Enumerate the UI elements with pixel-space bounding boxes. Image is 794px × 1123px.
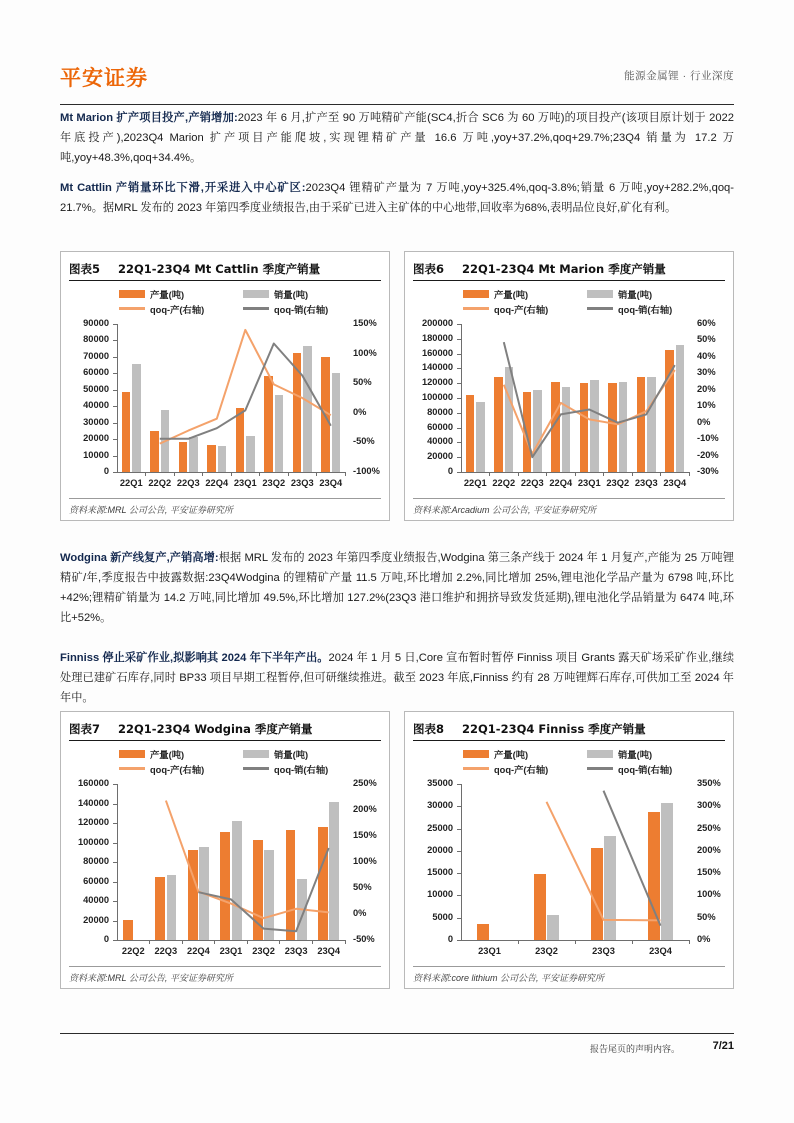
footer-divider bbox=[60, 1033, 734, 1034]
y-axis-tick-label: 40000 bbox=[427, 436, 453, 447]
x-axis-tick-label: 23Q4 bbox=[319, 478, 343, 488]
chart-legend bbox=[405, 286, 733, 316]
legend-label: 产量(吨) bbox=[150, 749, 185, 760]
exhibit-5-source: 资料来源:MRL 公司公告, 平安证券研究所 bbox=[69, 498, 381, 520]
secondary-y-axis-tick-label: -50% bbox=[353, 436, 375, 447]
secondary-y-axis-tick-label: 100% bbox=[697, 889, 721, 900]
exhibit-5-title-bar bbox=[69, 257, 381, 281]
legend-item bbox=[243, 746, 361, 761]
legend-label: 产量(吨) bbox=[494, 289, 529, 300]
legend-swatch-sales-bar bbox=[587, 750, 613, 758]
secondary-y-axis-tick-label: 150% bbox=[353, 830, 377, 840]
paragraph-body-4: 2024 年 1 月 5 日,Core 宣布暂时暂停 Finniss 项目 Grants 露天矿场采矿作业,继续处理已建矿石库存,同时 BP33 项目早期工程暂停,但可研继续推进。截至 2023 年底,Finniss 约有 28 万吨锂辉石库存,可供加工至 2024 年年中。 bbox=[60, 652, 735, 704]
x-axis-tick-label: 22Q4 bbox=[205, 478, 229, 488]
legend-item bbox=[243, 286, 361, 301]
y-axis-tick-label: 160000 bbox=[421, 347, 453, 358]
legend-item bbox=[463, 746, 581, 761]
y-axis-tick-label: 0 bbox=[447, 934, 453, 944]
chart-plot-area bbox=[61, 316, 389, 496]
line-qoq-production bbox=[547, 802, 661, 921]
exhibit-5 bbox=[60, 251, 390, 521]
x-axis-tick-label: 22Q2 bbox=[148, 478, 172, 488]
y-axis-tick-label: 60000 bbox=[83, 367, 109, 378]
x-axis-tick-label: 22Q2 bbox=[121, 946, 145, 956]
chart-8-canvas bbox=[405, 742, 733, 964]
x-axis-tick-label: 23Q4 bbox=[317, 946, 341, 956]
secondary-y-axis-tick-label: 150% bbox=[353, 318, 377, 328]
y-axis-tick-label: 20000 bbox=[427, 844, 453, 855]
x-axis-tick-label: 22Q4 bbox=[187, 946, 210, 956]
x-axis-tick-label: 23Q2 bbox=[262, 478, 286, 488]
legend-item bbox=[463, 761, 581, 776]
line-qoq-sales bbox=[604, 791, 661, 926]
legend-item bbox=[463, 286, 581, 301]
y-axis-tick-label: 140000 bbox=[77, 797, 109, 808]
secondary-y-axis-tick-label: 0% bbox=[697, 934, 711, 944]
chart-line-overlay bbox=[405, 776, 733, 964]
y-axis-tick-label: 0 bbox=[103, 466, 109, 476]
paragraph-lead-1: Mt Marion 扩产项目投产,产销增加: bbox=[60, 112, 238, 124]
legend-label: qoq-销(右轴) bbox=[274, 764, 329, 775]
legend-swatch-sales-line bbox=[587, 767, 613, 770]
x-axis-tick-label: 22Q3 bbox=[520, 478, 544, 488]
exhibit-8-title: 22Q1-23Q4 Finniss 季度产销量 bbox=[462, 721, 646, 736]
legend-item bbox=[243, 761, 361, 776]
secondary-y-axis-tick-label: 50% bbox=[697, 334, 716, 345]
exhibit-7-title-bar bbox=[69, 717, 381, 741]
y-axis-tick-label: 10000 bbox=[83, 449, 109, 460]
chart-plot-area bbox=[405, 316, 733, 496]
legend-label: 销量(吨) bbox=[274, 749, 309, 760]
y-axis-tick-label: 160000 bbox=[77, 778, 109, 788]
x-axis-tick-label: 22Q3 bbox=[176, 478, 200, 488]
secondary-y-axis-tick-label: 20% bbox=[697, 383, 716, 394]
legend-label: 销量(吨) bbox=[274, 289, 309, 300]
secondary-y-axis-tick-label: 50% bbox=[353, 377, 372, 388]
x-axis-tick-label: 23Q2 bbox=[535, 946, 558, 956]
paragraph-lead-3: Wodgina 新产线复产,产销高增: bbox=[60, 552, 219, 564]
paragraph-finniss bbox=[60, 648, 734, 708]
legend-label: qoq-产(右轴) bbox=[150, 304, 205, 315]
y-axis-tick-label: 10000 bbox=[427, 889, 453, 900]
legend-label: qoq-销(右轴) bbox=[618, 304, 673, 315]
chart-5-canvas bbox=[61, 282, 389, 496]
secondary-y-axis-tick-label: 200% bbox=[353, 804, 377, 814]
exhibit-7-source: 资料来源:MRL 公司公告, 平安证券研究所 bbox=[69, 966, 381, 988]
legend-label: 销量(吨) bbox=[618, 749, 653, 760]
y-axis-tick-label: 100000 bbox=[421, 392, 453, 402]
x-axis-tick-label: 22Q1 bbox=[463, 478, 487, 488]
paragraph-mt-cattlin bbox=[60, 178, 734, 218]
x-axis-tick-label: 23Q1 bbox=[233, 478, 257, 488]
header-category-label: 能源金属锂 · 行业深度 bbox=[624, 70, 734, 82]
exhibit-8-number: 图表8 bbox=[413, 721, 445, 736]
y-axis-tick-label: 25000 bbox=[427, 822, 453, 833]
legend-swatch-sales-line bbox=[587, 307, 613, 310]
secondary-y-axis-tick-label: 30% bbox=[697, 367, 716, 378]
legend-swatch-sales-bar bbox=[587, 290, 613, 298]
legend-item bbox=[119, 301, 237, 316]
legend-swatch-sales-line bbox=[243, 307, 269, 310]
chart-legend bbox=[61, 746, 389, 776]
legend-item bbox=[119, 286, 237, 301]
x-axis-tick-label: 23Q3 bbox=[284, 946, 308, 956]
legend-item bbox=[119, 746, 237, 761]
y-axis-tick-label: 35000 bbox=[427, 778, 453, 788]
legend-swatch-production-line bbox=[119, 767, 145, 770]
exhibit-5-number: 图表5 bbox=[69, 261, 101, 276]
legend-swatch-production-line bbox=[463, 767, 489, 770]
paragraph-body-3: 根据 MRL 发布的 2023 年第四季度业绩报告,Wodgina 第三条产线于 2024 年 1 月复产,产能为 25 万吨锂精矿/年,季度报告中披露数据:23Q4Wodgina 的锂精矿产量 11.5 万吨,环比增加 2.2%,同比增加 25%,锂电池化学品产量为 6798 吨,环比+42%;锂精矿销量为 14.2 万吨,同比增加 49.5%,环比增加 127.2%(23Q3 港口维护和拥挤导致发货延期),锂电池化学品销量为 6474 吨,环比+52%。 bbox=[60, 552, 735, 624]
legend-item bbox=[587, 286, 705, 301]
paragraph-lead-2: Mt Cattlin 产销量环比下滑,开采进入中心矿区: bbox=[60, 182, 306, 194]
y-axis-tick-label: 80000 bbox=[427, 406, 453, 417]
x-axis-tick-label: 23Q4 bbox=[663, 478, 687, 488]
x-axis-tick-label: 23Q3 bbox=[592, 946, 615, 956]
x-axis-tick-label: 22Q3 bbox=[154, 946, 178, 956]
y-axis-tick-label: 0 bbox=[447, 466, 453, 476]
legend-swatch-production-line bbox=[119, 307, 145, 310]
secondary-y-axis-tick-label: -100% bbox=[353, 466, 380, 476]
chart-7-canvas bbox=[61, 742, 389, 964]
secondary-y-axis-tick-label: 300% bbox=[697, 800, 721, 811]
legend-swatch-production-line bbox=[463, 307, 489, 310]
chart-plot-area bbox=[405, 776, 733, 964]
chart-line-overlay bbox=[405, 316, 733, 496]
secondary-y-axis-tick-label: 50% bbox=[697, 911, 716, 922]
secondary-y-axis-tick-label: -20% bbox=[697, 449, 719, 460]
paragraph-body-1: 2023 年 6 月,扩产至 90 万吨精矿产能(SC4,折合 SC6 为 60 万吨)的项目投产(该项目原计划于 2022 年底投产),2023Q4 Marion 扩产项目产能爬坡,实现锂精矿产量 16.6 万吨,yoy+37.2%,qoq+29.7%;23Q4 销量为 17.2 万吨,yoy+48.3%,qoq+34.4%。 bbox=[60, 112, 734, 164]
legend-label: qoq-销(右轴) bbox=[618, 764, 673, 775]
secondary-y-axis-tick-label: 350% bbox=[697, 778, 721, 788]
exhibit-5-title: 22Q1-23Q4 Mt Cattlin 季度产销量 bbox=[118, 261, 321, 276]
line-qoq-sales bbox=[160, 344, 331, 439]
y-axis-tick-label: 120000 bbox=[421, 377, 453, 388]
legend-item bbox=[463, 301, 581, 316]
legend-swatch-production-bar bbox=[463, 750, 489, 758]
y-axis-tick-label: 30000 bbox=[427, 800, 453, 811]
exhibit-6-title: 22Q1-23Q4 Mt Marion 季度产销量 bbox=[462, 261, 666, 276]
y-axis-tick-label: 50000 bbox=[83, 383, 109, 394]
y-axis-tick-label: 60000 bbox=[83, 875, 109, 886]
chart-line-overlay bbox=[61, 776, 389, 964]
exhibit-8-title-bar bbox=[413, 717, 725, 741]
exhibit-6-source: 资料来源:Arcadium 公司公告, 平安证券研究所 bbox=[413, 498, 725, 520]
x-axis-tick-label: 22Q2 bbox=[492, 478, 516, 488]
x-axis-tick-label: 22Q1 bbox=[119, 478, 143, 488]
legend-item bbox=[243, 301, 361, 316]
legend-label: qoq-产(右轴) bbox=[150, 764, 205, 775]
y-axis-tick-label: 80000 bbox=[83, 334, 109, 345]
x-axis-tick-label: 23Q2 bbox=[252, 946, 275, 956]
legend-swatch-sales-bar bbox=[243, 750, 269, 758]
y-axis-tick-label: 20000 bbox=[83, 914, 109, 925]
legend-label: 销量(吨) bbox=[618, 289, 653, 300]
footer-disclaimer: 报告尾页的声明内容。 bbox=[589, 1044, 680, 1054]
y-axis-tick-label: 90000 bbox=[83, 318, 109, 328]
secondary-y-axis-tick-label: 0% bbox=[353, 908, 367, 918]
paragraph-wodgina bbox=[60, 548, 734, 628]
y-axis-tick-label: 20000 bbox=[83, 433, 109, 444]
legend-label: qoq-产(右轴) bbox=[494, 304, 549, 315]
y-axis-tick-label: 180000 bbox=[421, 332, 453, 343]
y-axis-tick-label: 60000 bbox=[427, 421, 453, 432]
legend-item bbox=[587, 301, 705, 316]
paragraph-mt-marion bbox=[60, 108, 734, 168]
y-axis-tick-label: 30000 bbox=[83, 416, 109, 427]
secondary-y-axis-tick-label: 100% bbox=[353, 347, 377, 358]
y-axis-tick-label: 40000 bbox=[83, 400, 109, 411]
legend-item bbox=[119, 761, 237, 776]
secondary-y-axis-tick-label: 50% bbox=[353, 882, 372, 892]
exhibit-7-title: 22Q1-23Q4 Wodgina 季度产销量 bbox=[118, 721, 313, 736]
secondary-y-axis-tick-label: 100% bbox=[353, 856, 377, 866]
secondary-y-axis-tick-label: 150% bbox=[697, 867, 721, 878]
y-axis-tick-label: 70000 bbox=[83, 350, 109, 361]
exhibit-7-number: 图表7 bbox=[69, 721, 101, 736]
secondary-y-axis-tick-label: 250% bbox=[353, 778, 377, 788]
legend-swatch-production-bar bbox=[119, 750, 145, 758]
y-axis-tick-label: 140000 bbox=[421, 362, 453, 373]
legend-label: qoq-产(右轴) bbox=[494, 764, 549, 775]
legend-label: 产量(吨) bbox=[150, 289, 185, 300]
legend-item bbox=[587, 746, 705, 761]
y-axis-tick-label: 100000 bbox=[77, 836, 109, 847]
secondary-y-axis-tick-label: 250% bbox=[697, 822, 721, 833]
y-axis-tick-label: 40000 bbox=[83, 895, 109, 905]
x-axis-tick-label: 23Q1 bbox=[219, 946, 243, 956]
exhibit-7 bbox=[60, 711, 390, 989]
secondary-y-axis-tick-label: 60% bbox=[697, 318, 716, 328]
y-axis-tick-label: 15000 bbox=[427, 867, 453, 878]
line-qoq-sales bbox=[504, 342, 675, 457]
x-axis-tick-label: 23Q3 bbox=[634, 478, 658, 488]
line-qoq-production bbox=[160, 330, 331, 444]
y-axis-tick-label: 5000 bbox=[432, 911, 453, 922]
line-qoq-production bbox=[166, 801, 329, 919]
legend-swatch-production-bar bbox=[119, 290, 145, 298]
page-number: 7/21 bbox=[712, 1040, 734, 1052]
secondary-y-axis-tick-label: -30% bbox=[697, 466, 719, 476]
legend-swatch-sales-bar bbox=[243, 290, 269, 298]
x-axis-tick-label: 23Q4 bbox=[649, 946, 672, 956]
secondary-y-axis-tick-label: 40% bbox=[697, 350, 716, 361]
legend-item bbox=[587, 761, 705, 776]
x-axis-tick-label: 23Q3 bbox=[290, 478, 314, 488]
y-axis-tick-label: 0 bbox=[103, 934, 109, 944]
secondary-y-axis-tick-label: 200% bbox=[697, 844, 721, 855]
x-axis-tick-label: 23Q1 bbox=[577, 478, 601, 488]
chart-legend bbox=[405, 746, 733, 776]
legend-swatch-sales-line bbox=[243, 767, 269, 770]
paragraph-lead-4: Finniss 停止采矿作业,拟影响其 2024 年下半年产出。 bbox=[60, 652, 329, 664]
chart-plot-area bbox=[61, 776, 389, 964]
secondary-y-axis-tick-label: 0% bbox=[353, 406, 367, 417]
page-header bbox=[60, 58, 734, 104]
legend-label: qoq-销(右轴) bbox=[274, 304, 329, 315]
paragraph-body-2: 2023Q4 锂精矿产量为 7 万吨,yoy+325.4%,qoq-3.8%;销量 6 万吨,yoy+282.2%,qoq-21.7%。据MRL 发布的 2023 年第四季度业绩报告,由于采矿已进入主矿体的中心地带,回收率为68%,表明品位良好,矿化有利。 bbox=[60, 182, 734, 214]
secondary-y-axis-tick-label: 0% bbox=[697, 416, 711, 427]
legend-label: 产量(吨) bbox=[494, 749, 529, 760]
x-axis-tick-label: 23Q2 bbox=[606, 478, 630, 488]
exhibit-8 bbox=[404, 711, 734, 989]
y-axis-tick-label: 80000 bbox=[83, 856, 109, 866]
x-axis-tick-label: 23Q1 bbox=[478, 946, 501, 956]
y-axis-tick-label: 20000 bbox=[427, 451, 453, 462]
secondary-y-axis-tick-label: -10% bbox=[697, 433, 719, 444]
x-axis-tick-label: 22Q4 bbox=[549, 478, 573, 488]
secondary-y-axis-tick-label: -50% bbox=[353, 934, 375, 944]
header-divider bbox=[60, 104, 734, 105]
secondary-y-axis-tick-label: 10% bbox=[697, 400, 716, 411]
chart-6-canvas bbox=[405, 282, 733, 496]
chart-line-overlay bbox=[61, 316, 389, 496]
exhibit-6-title-bar bbox=[413, 257, 725, 281]
y-axis-tick-label: 120000 bbox=[77, 817, 109, 827]
legend-swatch-production-bar bbox=[463, 290, 489, 298]
y-axis-tick-label: 200000 bbox=[421, 318, 453, 328]
chart-legend bbox=[61, 286, 389, 316]
brand-logo: 平安证券 bbox=[60, 66, 148, 90]
exhibit-6 bbox=[404, 251, 734, 521]
exhibit-6-number: 图表6 bbox=[413, 261, 445, 276]
exhibit-8-source: 资料来源:core lithium 公司公告, 平安证券研究所 bbox=[413, 966, 725, 988]
line-qoq-production bbox=[504, 370, 675, 454]
